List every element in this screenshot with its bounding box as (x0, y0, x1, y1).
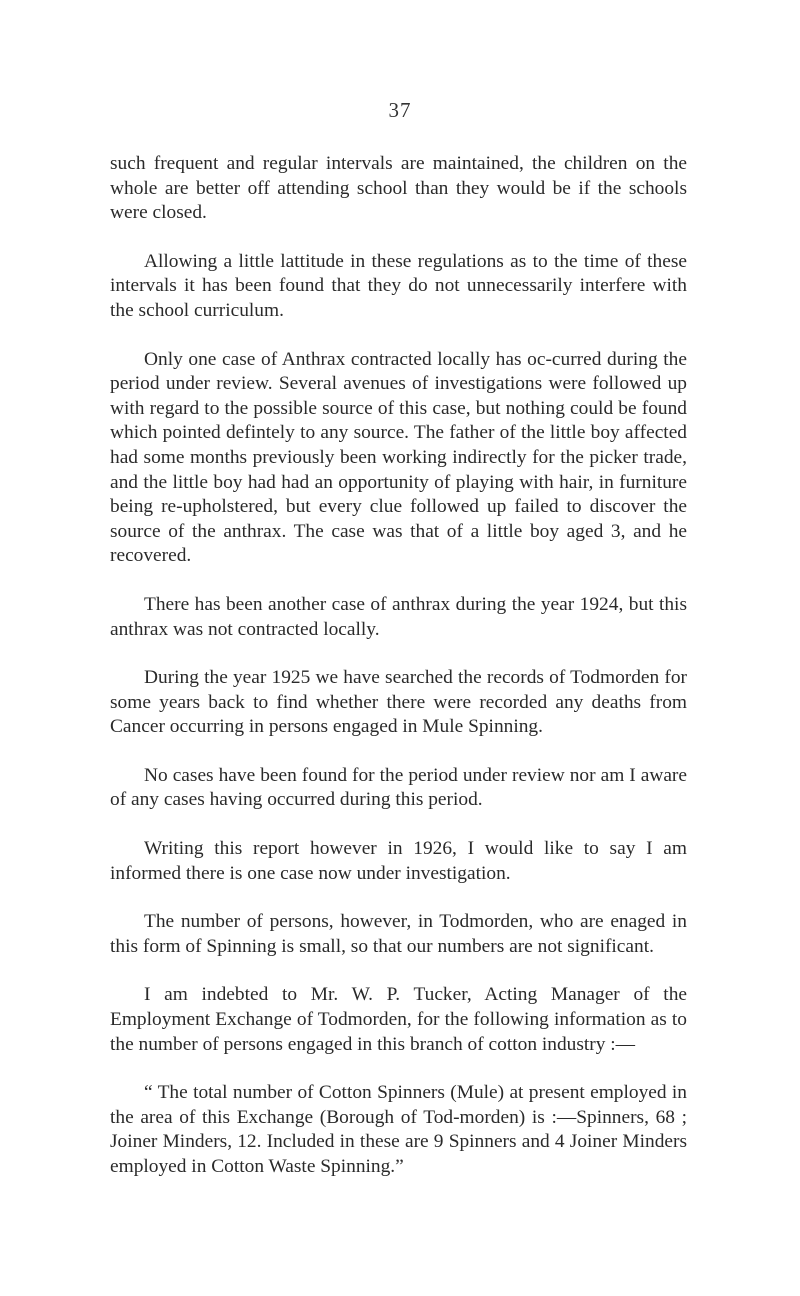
page-number: 37 (388, 98, 412, 122)
paragraph-anthrax-1924: There has been another case of anthrax during the year 1924, but this anthrax was not contracted locally. (110, 593, 687, 640)
paragraph-cancer-records: During the year 1925 we have searched the records of Todmorden for some years back to find whether there were recorded any deaths from Cancer occurring in persons engaged in Mule Spinning. (110, 667, 687, 738)
paragraph-acknowledgement: I am indebted to Mr. W. P. Tucker, Acting Manager of the Employment Exchange of Todmorden, for the following information as to the number of persons engaged in this branch of cotton industry :— (110, 984, 687, 1055)
report-body (110, 152, 687, 1180)
paragraph-case-under-investigation: Writing this report however in 1926, I would like to say I am informed there is one case now under investigation. (110, 838, 687, 884)
paragraph-numbers-small: The number of persons, however, in Todmorden, who are enaged in this form of Spinning is small, so that our numbers are not significant. (110, 911, 687, 957)
paragraph-lattitude: Allowing a little lattitude in these regulations as to the time of these intervals it has been found that they do not unnecessarily interfere with the school curriculum. (110, 250, 687, 321)
paragraph-anthrax-local-case: Only one case of Anthrax contracted locally has oc-curred during the period under review. Several avenues of investigations were followed up with regard to the possible source of this case, but nothing could be found which pointed defintely to any source. The father of the little boy affected had some months previously been working indirectly for the picker trade, and the little boy had had an opportunity of playing with hair, in furniture being re-upholstered, but every clue followed up failed to discover the source of the anthrax. The case was that of a little boy aged 3, and he recovered. (110, 348, 687, 567)
paragraph-spinner-quote: “ The total number of Cotton Spinners (Mule) at present employed in the area of this Exchange (Borough of Tod-morden) is :—Spinners, 68 ; Joiner Minders, 12. Included in these are 9 Spinners and 4 Joiner Minders employed in Cotton Waste Spinning.” (110, 1082, 687, 1177)
paragraph-no-cases: No cases have been found for the period under review nor am I aware of any cases having occurred during this period. (110, 764, 687, 811)
paragraph-school-intervals: such frequent and regular intervals are maintained, the children on the whole are better off attending school than they would be if the schools were closed. (110, 153, 687, 224)
